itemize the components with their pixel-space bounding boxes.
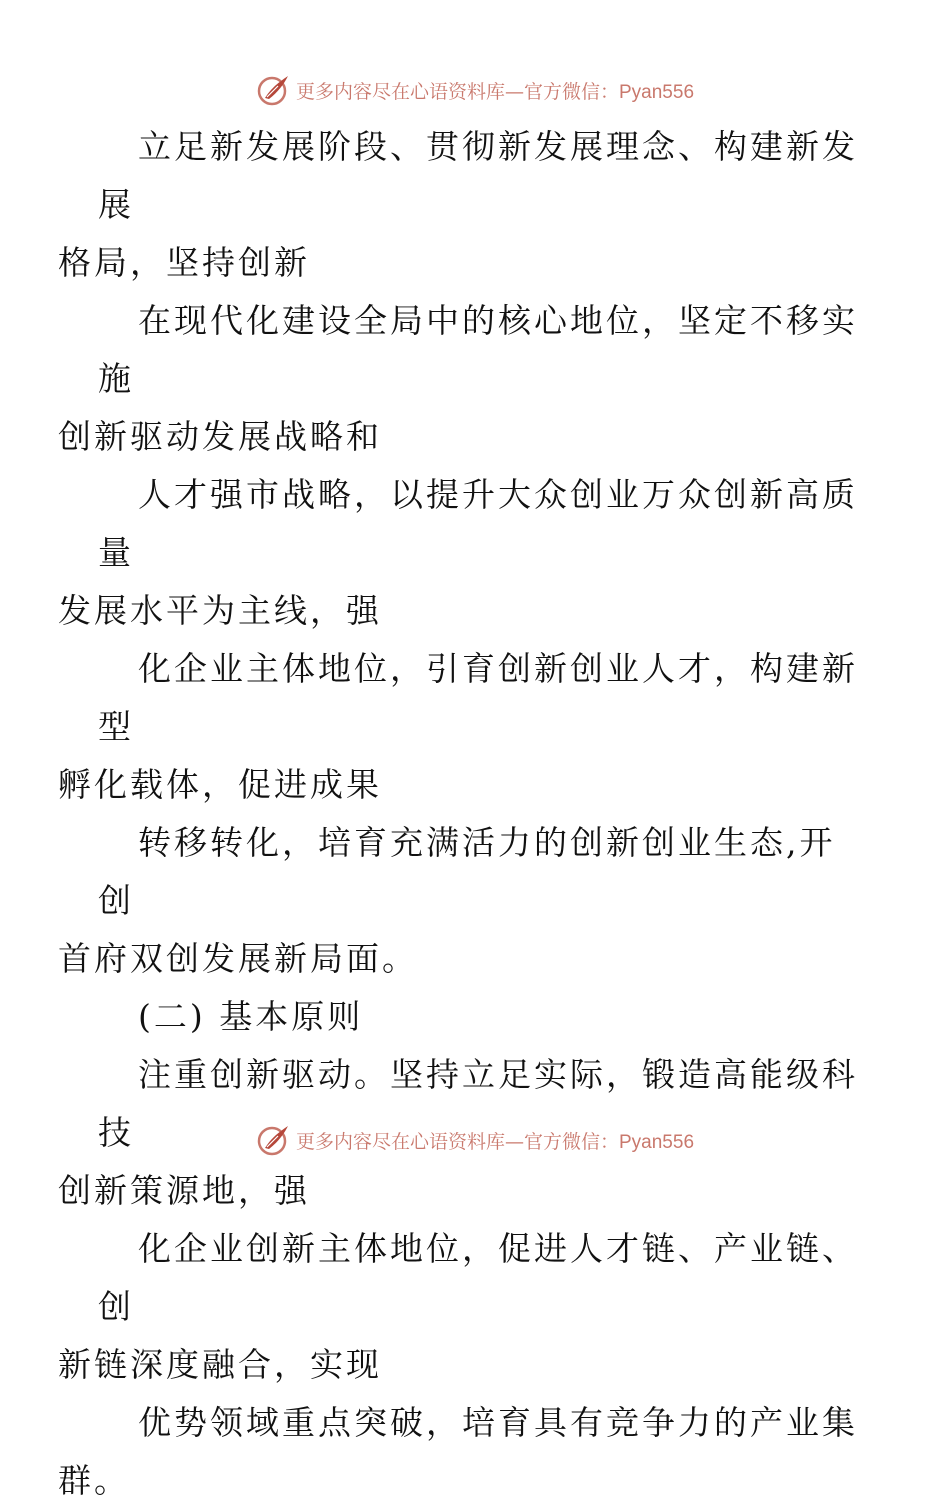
paragraph <box>58 292 858 466</box>
quill-logo-icon <box>256 1122 292 1158</box>
paragraph-line: 创新驱动发展战略和 <box>58 417 382 456</box>
footer-watermark <box>0 1120 950 1160</box>
paragraph-line: 化企业创新主体地位，促进人才链、产业链、创 <box>98 1229 858 1326</box>
paragraph-line: 孵化载体，促进成果 <box>58 765 382 804</box>
header-watermark <box>0 70 950 110</box>
paragraph <box>58 466 858 640</box>
watermark-text: 更多内容尽在心语资料库—官方微信：Pyan556 <box>295 80 695 103</box>
paragraph-line: 首府双创发展新局面。 <box>58 939 418 978</box>
section-heading: (二) 基本原则 <box>138 997 364 1036</box>
paragraph-line: 注重创新驱动。坚持立足实际，锻造高能级科技 <box>98 1055 858 1152</box>
paragraph-line: 发展水平为主线，强 <box>58 591 382 630</box>
paragraph <box>58 1394 858 1510</box>
paragraph-line: 格局，坚持创新 <box>58 243 310 282</box>
paragraph-line: 新链深度融合，实现 <box>58 1345 382 1384</box>
quill-logo-icon <box>256 72 292 108</box>
paragraph-line: 人才强市战略，以提升大众创业万众创新高质量 <box>98 475 858 572</box>
paragraph-line: 在现代化建设全局中的核心地位，坚定不移实施 <box>98 301 858 398</box>
paragraph-line: 立足新发展阶段、贯彻新发展理念、构建新发展 <box>98 127 858 224</box>
paragraph <box>58 1220 858 1394</box>
paragraph-line: 创新策源地，强 <box>58 1171 310 1210</box>
paragraph <box>58 118 858 292</box>
document-body <box>58 118 858 1510</box>
paragraph <box>58 814 858 988</box>
watermark-text: 更多内容尽在心语资料库—官方微信：Pyan556 <box>295 1130 695 1153</box>
paragraph-line: 化企业主体地位，引育创新创业人才，构建新型 <box>98 649 858 746</box>
paragraph-line: 群。 <box>58 1461 130 1500</box>
paragraph <box>58 640 858 814</box>
paragraph-line: 转移转化，培育充满活力的创新创业生态,开创 <box>98 823 836 920</box>
paragraph-line: 优势领域重点突破，培育具有竞争力的产业集 <box>138 1403 858 1442</box>
